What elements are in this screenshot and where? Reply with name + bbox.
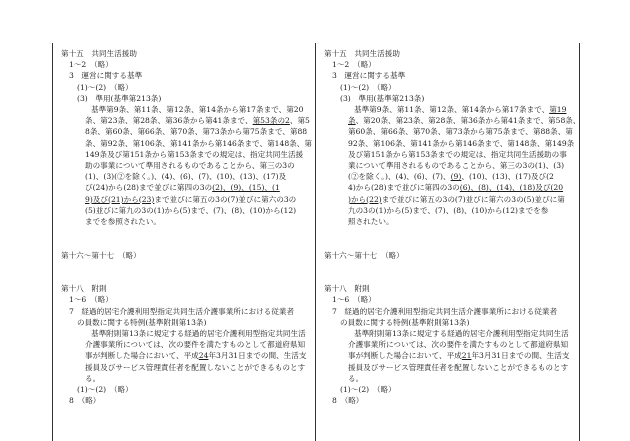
body-line: 介護事業所については、次の要件を満たすものとして都道府県知 (348, 340, 569, 350)
body-line: 条、第92条、第106条、第141条から第146条まで、第148条、第 (85, 138, 312, 148)
body-line: 介護事業所については、次の要件を満たすものとして都道府県知 (85, 340, 306, 350)
body-line: 業について準用されるものであることから、第三の3の(1)、(3) (348, 161, 565, 171)
amended-text: 9)及び(21)から(23) (85, 194, 155, 204)
item-line: (1)～(2) （略） (77, 385, 133, 395)
body-line: (5)並びに第九の3の(1)から(5)まで、(7)、(8)、(10)から(12) (85, 205, 297, 215)
section-heading: 第十六～第十七 （略） (61, 250, 141, 260)
body-line: る。 (348, 373, 364, 383)
item-line: 1～2 （略） (332, 60, 376, 70)
body-line: 4)から(28)まで並びに第四の3の(6)、(8)、(14)、(18)及び(20 (348, 183, 564, 193)
body-line: )から(22)まで並びに第五の3の(7)並びに第六の3の(5)並びに第 (348, 194, 565, 204)
body-line: 基準第9条、第11条、第12条、第14条から第17条まで、第20 (91, 105, 304, 115)
body-line: (②を除く。)、(4)、(6)、(7)、(9)、(10)、(13)、(17)及び(2 (348, 172, 554, 182)
body-line: 条、第20条、第23条、第28条、第36条から第41条まで、第58条、 (348, 116, 581, 126)
left-column (52, 43, 316, 441)
body-line: 149条及び第151条から第153条までの規定は、指定共同生活援 (85, 149, 304, 159)
body-line: 9)及び(21)から(23)まで並びに第五の3の(7)並びに第六の3の (85, 194, 297, 204)
amended-text: 第53条の2 (252, 116, 290, 126)
amended-text: 第19 (549, 105, 567, 115)
item-line: (1)～(2) （略） (77, 82, 133, 92)
body-line: 援員及びサービス管理責任者を配置しないことができるものとす (348, 362, 569, 372)
item-line: 8 （略） (69, 396, 101, 406)
body-line: 基準附則第13条に規定する経過的居宅介護利用型指定共同生活 (91, 329, 306, 339)
item-line: 8 （略） (332, 396, 364, 406)
amended-text: )から(22) (348, 194, 382, 204)
item-line: 1～6 （略） (69, 295, 113, 305)
item-line: 1～2 （略） (69, 60, 113, 70)
item-line: (1)～(2) （略） (340, 82, 396, 92)
subheading: 3 運営に関する基準 (332, 71, 406, 81)
body-line: 助の事業について準用されるものであることから、第三の3の (85, 161, 295, 171)
item-line: の員数に関する特例(基準附則第13条) (77, 317, 207, 327)
body-line: までを参照されたい。 (85, 217, 161, 227)
body-line: 照されたい。 (348, 217, 394, 227)
body-line: 援員及びサービス管理責任者を配置しないことができるものとす (85, 362, 306, 372)
body-line: 条、第23条、第28条、第36条から第41条まで、第53条の2、第5 (85, 116, 310, 126)
amended-text: (6)、(8)、(14)、(18)及び(20 (459, 183, 564, 193)
body-line: る。 (85, 373, 101, 383)
item-line: 7 経過的居宅介護利用型指定共同生活介護事業所における従業者 (332, 306, 558, 316)
body-line: び(24)から(28)まで並びに第四の3の(2)、(9)、(15)、(1 (85, 183, 280, 193)
amended-text: 21 (461, 351, 472, 361)
body-line: 及び第151条から第153条までの規定は、指定共同生活援助の事 (348, 149, 567, 159)
section-heading: 第十六～第十七 （略） (324, 250, 404, 260)
item-line: の員数に関する特例(基準附則第13条) (340, 317, 470, 327)
right-column (316, 43, 580, 441)
section-heading: 第十五 共同生活援助 (61, 49, 137, 58)
item-line: (3) 準用(基準第213条) (77, 93, 162, 103)
body-line: 8条、第60条、第66条、第70条、第73条から第75条まで、第88 (85, 127, 308, 137)
subheading: 3 運営に関する基準 (69, 71, 143, 81)
body-line: 基準附則第13条に規定する経過的居宅介護利用型指定共同生活 (354, 329, 569, 339)
section-heading: 第十八 附則 (61, 284, 107, 294)
amended-text: 24 (198, 351, 209, 361)
item-line: (1)～(2) （略） (340, 385, 396, 395)
item-line: (3) 準用(基準第213条) (340, 93, 425, 103)
body-line: 九の3の(1)から(5)まで、(7)、(8)、(10)から(12)までを参 (348, 205, 549, 215)
body-line: 92条、第106条、第141条から第146条まで、第148条、第149条 (348, 138, 575, 148)
item-line: 1～6 （略） (332, 295, 376, 305)
item-line: 7 経過的居宅介護利用型指定共同生活介護事業所における従業者 (69, 306, 295, 316)
amended-text: 条 (348, 116, 356, 126)
amended-text: (9) (450, 172, 462, 182)
section-heading: 第十八 附則 (324, 284, 370, 294)
section-heading: 第十五 共同生活援助 (324, 49, 400, 58)
body-line: 事が判断した場合において、平成24年3月31日までの間、生活支 (85, 351, 307, 361)
body-line: 第60条、第66条、第70条、第73条から第75条まで、第88条、第 (348, 127, 573, 137)
body-line: (1)、(3)(②を除く。)、(4)、(6)、(7)、(10)、(13)、(17)及 (85, 172, 287, 182)
body-line: 事が判断した場合において、平成21年3月31日までの間、生活支 (348, 351, 570, 361)
amended-text: (2)、(9)、(15)、(1 (212, 183, 280, 193)
body-line: 基準第9条、第11条、第12条、第14条から第17条まで、第19 (354, 105, 567, 115)
